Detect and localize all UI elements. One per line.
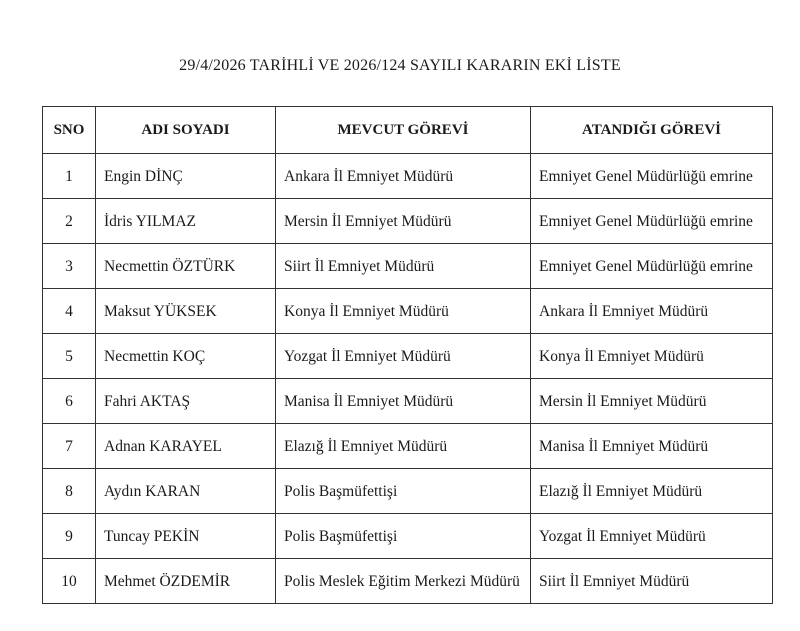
current-position: Mersin İl Emniyet Müdürü [276,199,531,244]
person-name: Fahri AKTAŞ [96,379,276,424]
row-number: 8 [43,469,96,514]
row-number: 6 [43,379,96,424]
column-header-sno: SNO [43,107,96,154]
person-name: Maksut YÜKSEK [96,289,276,334]
current-position: Manisa İl Emniyet Müdürü [276,379,531,424]
assigned-position: Siirt İl Emniyet Müdürü [531,559,773,604]
current-position: Konya İl Emniyet Müdürü [276,289,531,334]
assigned-position: Manisa İl Emniyet Müdürü [531,424,773,469]
row-number: 10 [43,559,96,604]
current-position: Polis Başmüfettişi [276,514,531,559]
row-number: 1 [43,154,96,199]
table-row [43,424,773,469]
table-row [43,379,773,424]
current-position: Polis Meslek Eğitim Merkezi Müdürü [276,559,531,604]
row-number: 2 [43,199,96,244]
table-row [43,514,773,559]
table-row [43,469,773,514]
row-number: 4 [43,289,96,334]
current-position: Polis Başmüfettişi [276,469,531,514]
table-header-row [43,107,773,154]
person-name: Tuncay PEKİN [96,514,276,559]
person-name: Necmettin ÖZTÜRK [96,244,276,289]
row-number: 3 [43,244,96,289]
person-name: Mehmet ÖZDEMİR [96,559,276,604]
table-row [43,559,773,604]
row-number: 7 [43,424,96,469]
assigned-position: Elazığ İl Emniyet Müdürü [531,469,773,514]
table-row [43,199,773,244]
table-row [43,334,773,379]
assigned-position: Emniyet Genel Müdürlüğü emrine [531,154,773,199]
table-row [43,154,773,199]
column-header-assigned-position: ATANDIĞI GÖREVİ [531,107,773,154]
row-number: 5 [43,334,96,379]
appointment-table [42,106,773,604]
assigned-position: Emniyet Genel Müdürlüğü emrine [531,199,773,244]
column-header-name: ADI SOYADI [96,107,276,154]
table-row [43,289,773,334]
person-name: İdris YILMAZ [96,199,276,244]
person-name: Engin DİNÇ [96,154,276,199]
table-row [43,244,773,289]
document-title: 29/4/2026 TARİHLİ VE 2026/124 SAYILI KARARIN EKİ LİSTE [179,57,621,74]
assigned-position: Emniyet Genel Müdürlüğü emrine [531,244,773,289]
person-name: Necmettin KOÇ [96,334,276,379]
current-position: Yozgat İl Emniyet Müdürü [276,334,531,379]
current-position: Elazığ İl Emniyet Müdürü [276,424,531,469]
assigned-position: Mersin İl Emniyet Müdürü [531,379,773,424]
person-name: Adnan KARAYEL [96,424,276,469]
assigned-position: Yozgat İl Emniyet Müdürü [531,514,773,559]
row-number: 9 [43,514,96,559]
current-position: Ankara İl Emniyet Müdürü [276,154,531,199]
assigned-position: Ankara İl Emniyet Müdürü [531,289,773,334]
current-position: Siirt İl Emniyet Müdürü [276,244,531,289]
person-name: Aydın KARAN [96,469,276,514]
assigned-position: Konya İl Emniyet Müdürü [531,334,773,379]
column-header-current-position: MEVCUT GÖREVİ [276,107,531,154]
